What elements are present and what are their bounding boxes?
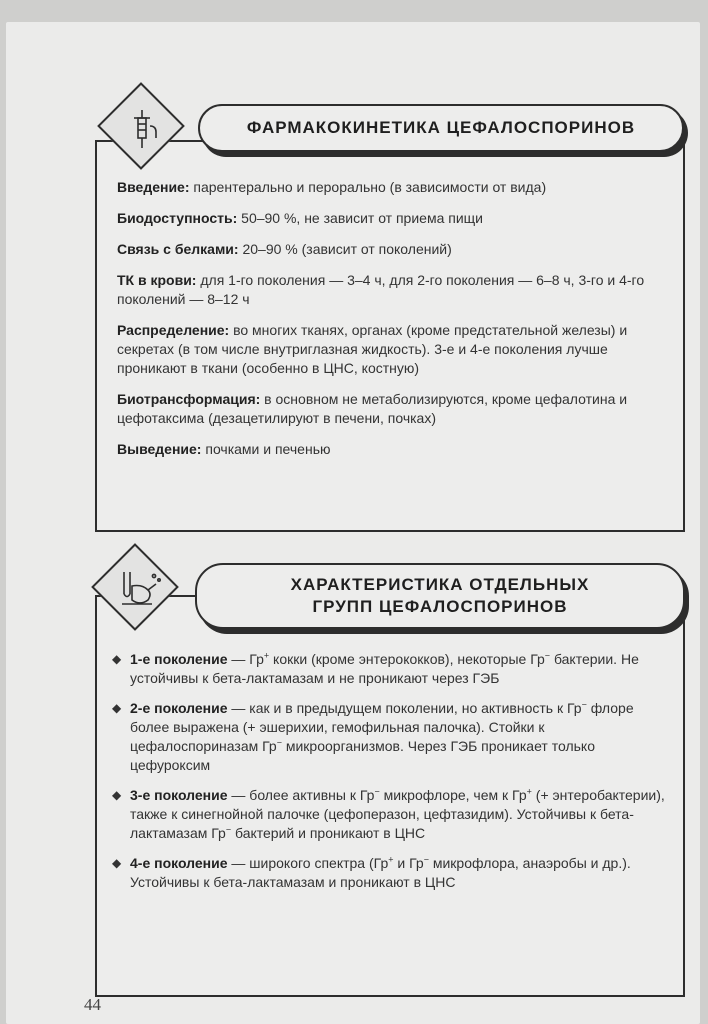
- syringe-icon: [112, 98, 172, 158]
- list-item-gen1: [112, 650, 674, 688]
- text-part: бактерии. Не устойчивы к бета-лактамазам и не проникают через ГЭБ: [130, 651, 639, 686]
- text-part: микрофлоре, чем к Гр: [379, 787, 527, 803]
- bullet-diamond-icon: ◆: [112, 701, 122, 715]
- term: Введение:: [117, 179, 190, 195]
- section-title-pharmacokinetics: [198, 104, 684, 152]
- text-part: — более активны к Гр: [227, 787, 375, 803]
- text-part: микрофлора, анаэробы и др.). Устойчивы к бета-лактамазам и проникают в ЦНС: [130, 855, 631, 890]
- description: для 1-го поколения — 3–4 ч, для 2-го поколения — 6–8 ч, 3-го и 4-го поколений — 8–12 ч: [117, 272, 645, 307]
- bullet-diamond-icon: ◆: [112, 856, 122, 870]
- page-number: 44: [84, 995, 101, 1014]
- item-excretion: [117, 440, 677, 459]
- term: Биодоступность:: [117, 210, 238, 226]
- generations-list: [112, 650, 674, 903]
- title-line-2: ГРУПП ЦЕФАЛОСПОРИНОВ: [312, 597, 568, 616]
- title-line-1: ХАРАКТЕРИСТИКА ОТДЕЛЬНЫХ: [290, 575, 590, 594]
- superscript: −: [544, 650, 551, 661]
- term: Биотрансформация:: [117, 391, 261, 407]
- text-part: — Гр: [227, 651, 264, 667]
- list-item-gen2: [112, 699, 674, 775]
- text-part: кокки (кроме энтерококков), некоторые Гр: [269, 651, 545, 667]
- item-half-life: [117, 271, 677, 309]
- superscript: −: [276, 737, 282, 748]
- superscript: −: [423, 854, 429, 865]
- superscript: −: [225, 824, 232, 835]
- section-title-groups: [195, 563, 685, 629]
- description: 20–90 % (зависит от поколений): [238, 241, 452, 257]
- bullet-text: [130, 854, 674, 892]
- item-administration: [117, 178, 677, 197]
- item-bioavailability: [117, 209, 677, 228]
- flask-icon: [106, 560, 168, 620]
- text-part: флоре более выражена (+ эшерихии, гемофильная палочка). Стойки к цефалоспориназам Гр: [130, 700, 634, 754]
- bullet-diamond-icon: ◆: [112, 788, 122, 802]
- text-part: — широкого спектра (Гр: [227, 855, 389, 871]
- term: 3-е поколение: [130, 787, 228, 803]
- list-item-gen3: [112, 786, 674, 843]
- term: 1-е поколение: [130, 651, 228, 667]
- bullet-diamond-icon: ◆: [112, 652, 122, 666]
- term: 2-е поколение: [130, 700, 228, 716]
- bullet-text: [130, 650, 674, 688]
- text-part: бактерий и проникают в ЦНС: [231, 825, 426, 841]
- superscript: +: [388, 854, 394, 865]
- superscript: +: [263, 650, 270, 661]
- term: 4-е поколение: [130, 855, 228, 871]
- description: в основном не метаболизируются, кроме цефалотина и цефотаксима (дезацетилируют в печени, почках): [117, 391, 628, 426]
- description: 50–90 %, не зависит от приема пищи: [237, 210, 483, 226]
- text-part: (+ энтеробактерии), также к синегнойной палочке (цефоперазон, цефтазидим). Устойчивы к бета-лактамазам Гр: [130, 787, 665, 841]
- description: парентерально и перорально (в зависимости от вида): [189, 179, 547, 195]
- description: во многих тканях, органах (кроме предстательной железы) и секретах (в том числе внутриглазная жидкость). 3-е и 4-е поколения лучше проникают в ткани (особенно в ЦНС, костную): [117, 322, 628, 376]
- bullet-text: [130, 699, 674, 775]
- item-protein-binding: [117, 240, 677, 259]
- text-part: и Гр: [393, 855, 424, 871]
- superscript: −: [374, 786, 380, 797]
- term: ТК в крови:: [117, 272, 197, 288]
- description: почками и печенью: [201, 441, 331, 457]
- superscript: +: [526, 786, 532, 797]
- item-biotransformation: [117, 390, 677, 428]
- title-text: ФАРМАКОКИНЕТИКА ЦЕФАЛОСПОРИНОВ: [246, 118, 636, 137]
- term: Связь с белками:: [117, 241, 239, 257]
- list-item-gen4: [112, 854, 674, 892]
- text-part: микроорганизмов. Через ГЭБ проникает только цефуроксим: [130, 738, 595, 773]
- text-part: — как и в предыдущем поколении, но активность к Гр: [227, 700, 582, 716]
- pharmacokinetics-list: [117, 178, 677, 471]
- item-distribution: [117, 321, 677, 378]
- term: Распределение:: [117, 322, 230, 338]
- bullet-text: [130, 786, 674, 843]
- term: Выведение:: [117, 441, 202, 457]
- superscript: −: [581, 699, 587, 710]
